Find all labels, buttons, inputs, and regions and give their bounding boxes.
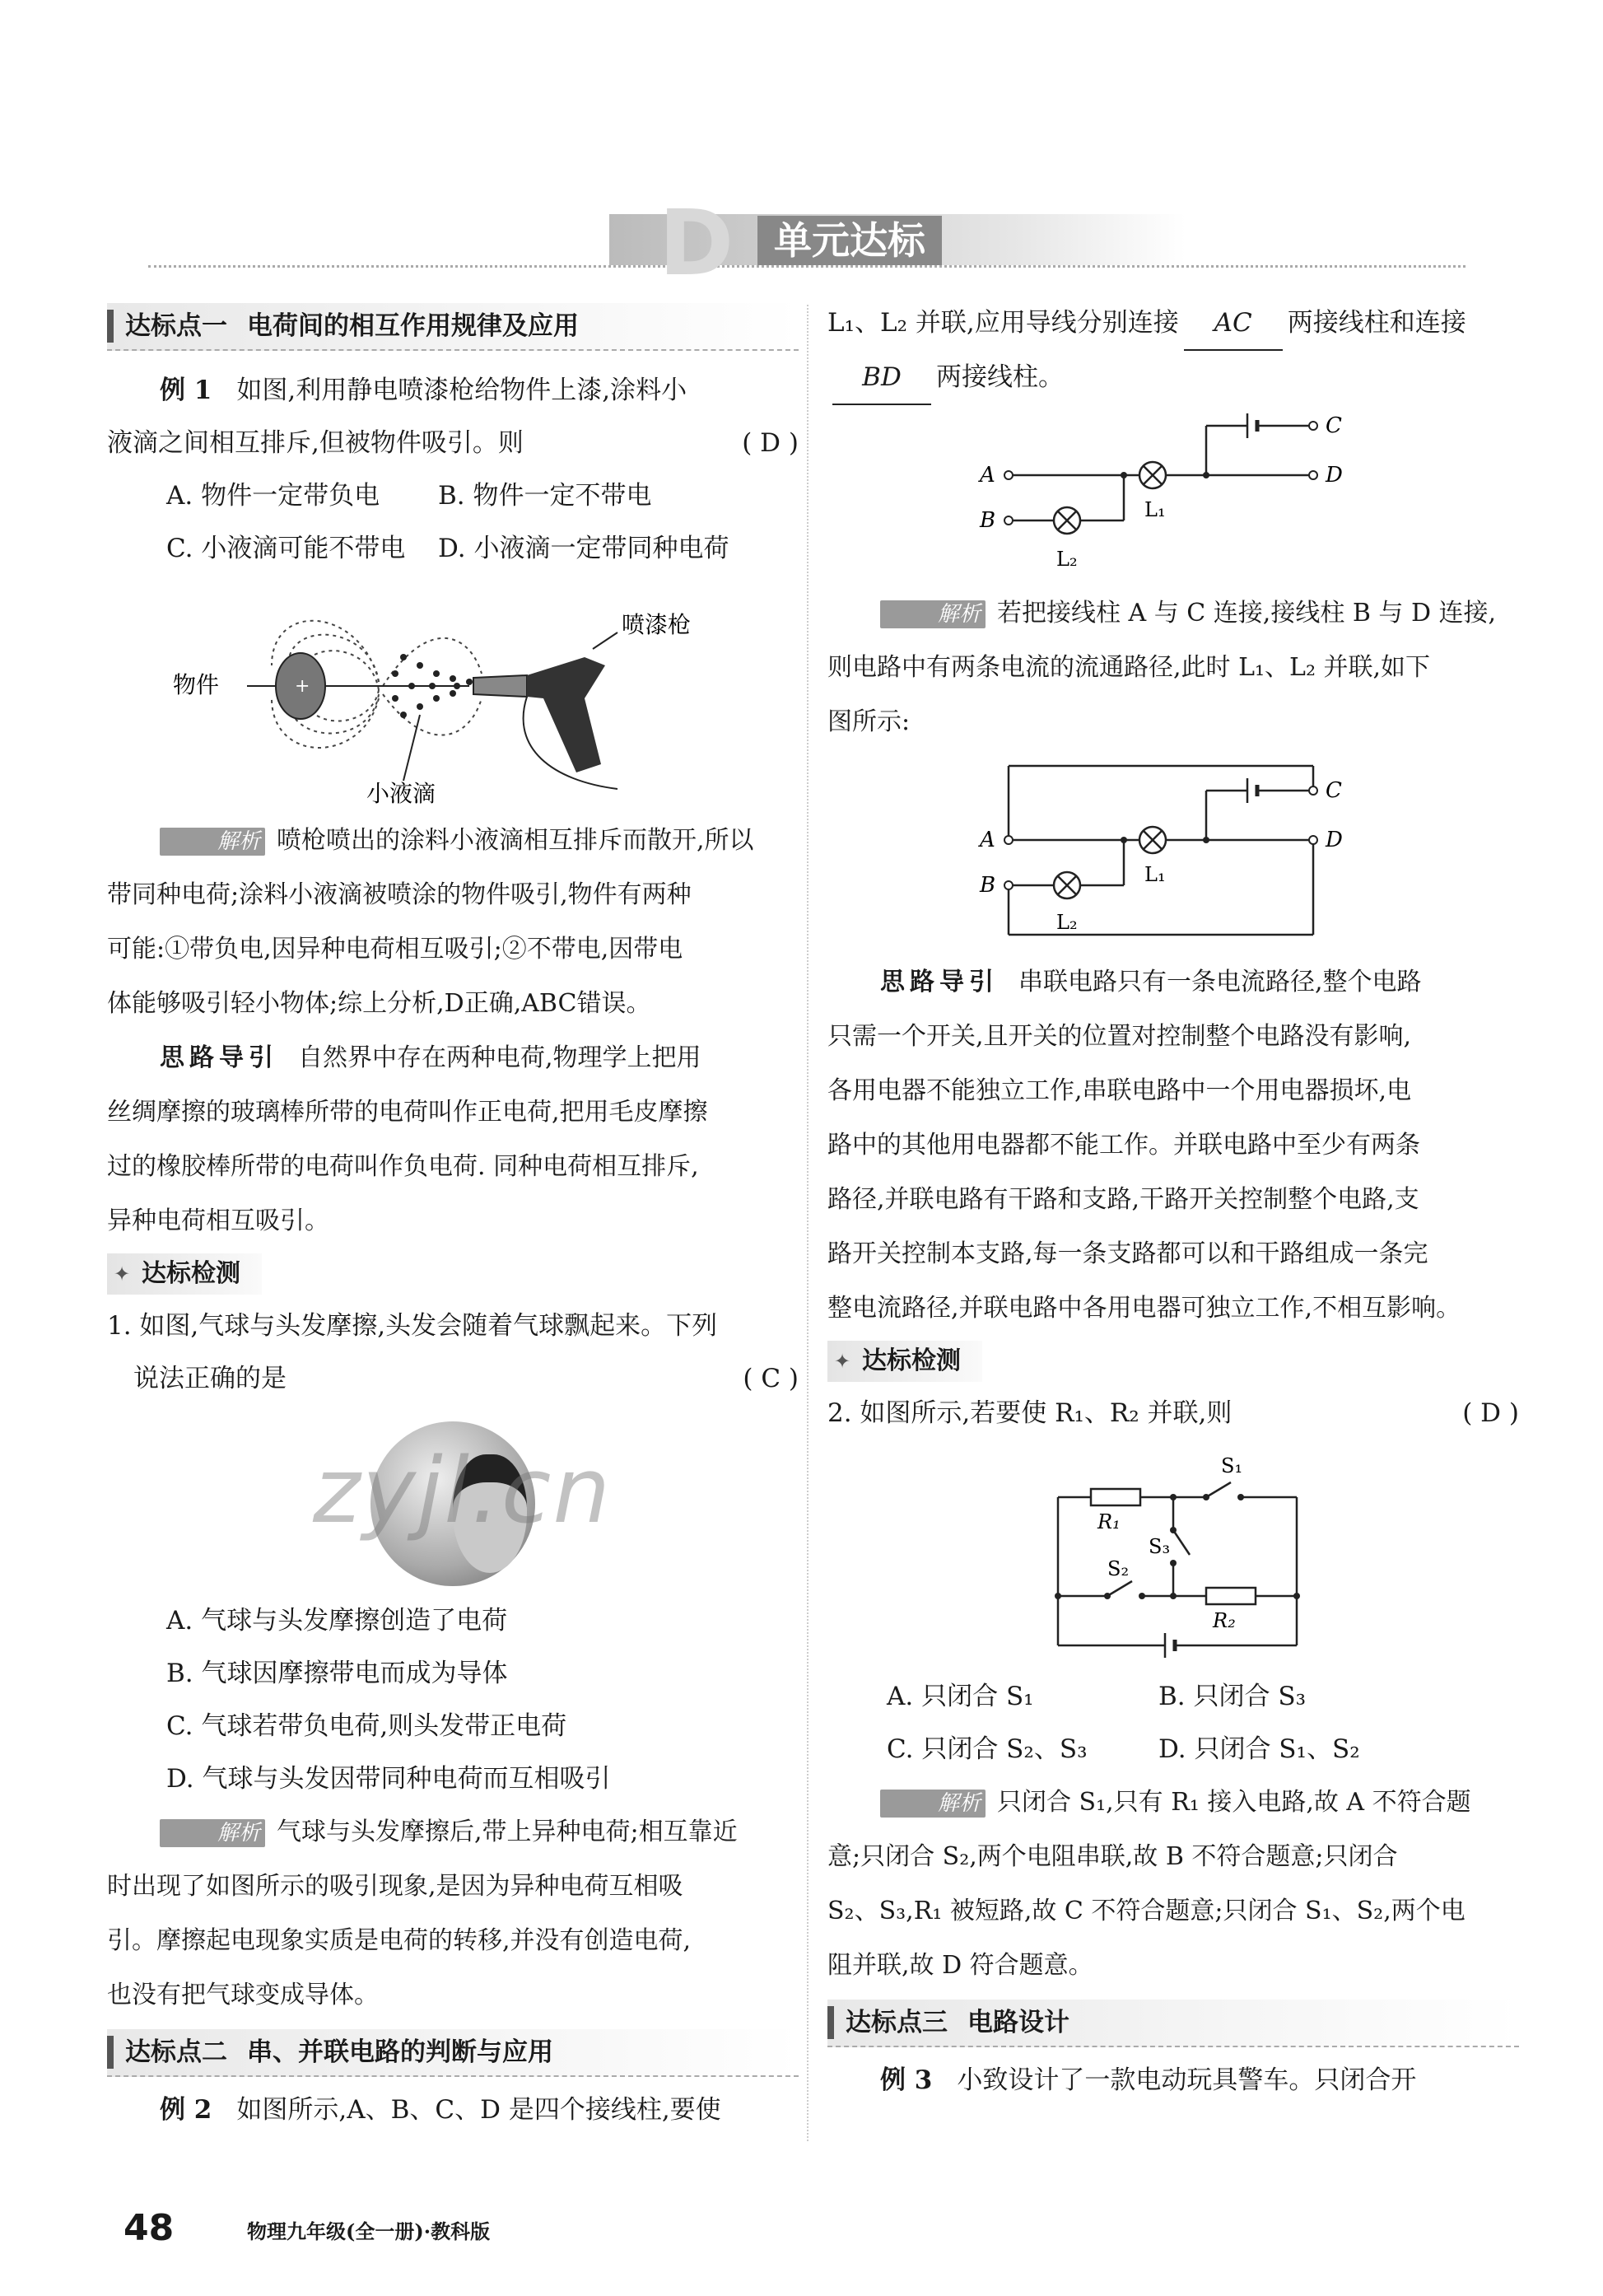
options-row-1 [166, 469, 799, 522]
option-a: A. 只闭合 S₁ [887, 1682, 1034, 1711]
guide-2-line: 只需一个开关,且开关的位置对控制整个电路没有影响, [827, 1022, 1412, 1051]
example-label: 例 3 [880, 2065, 933, 2095]
analysis-1-line: 带同种电荷;涂料小液滴被喷涂的物件吸引,物件有两种 [107, 880, 692, 909]
example-1-stem-2: 液滴之间相互排斥,但被物件吸引。则 ( D ) [107, 417, 799, 469]
check-header-1: ✦ 达标检测 [107, 1253, 262, 1295]
terminal-a-label: A [980, 463, 995, 488]
option-a: A. 物件一定带负电 [166, 481, 380, 511]
example-label: 例 2 [160, 2095, 212, 2125]
example-2-continued-2: BD 两接线柱。 [827, 351, 1519, 405]
analysis-1: 解析 喷枪喷出的涂料小液滴相互排斥而散开,所以 [107, 814, 799, 868]
answer: ( C ) [743, 1364, 799, 1393]
analysis-tag: 解析 [160, 1819, 265, 1847]
analysis-tag: 解析 [160, 828, 265, 856]
check-header-2: ✦ 达标检测 [827, 1341, 982, 1382]
left-column [107, 296, 799, 2136]
option-b: B. 物件一定不带电 [438, 481, 652, 511]
gun-label: 喷漆枪 [622, 611, 692, 638]
lamp-l2-label: L₂ [1056, 548, 1078, 571]
example-3-stem: 例 3 小致设计了一款电动玩具警车。只闭合开 [880, 2065, 1417, 2095]
terminal-c-label: C [1326, 413, 1342, 438]
terminal-b-label: B [980, 873, 996, 898]
option-c: C. 气球若带负电荷,则头发带正电荷 [166, 1711, 567, 1741]
analysis-q1-line: 时出现了如图所示的吸引现象,是因为异种电荷互相吸 [107, 1872, 683, 1901]
analysis-1-line: 体能够吸引轻小物体;综上分析,D正确,ABC错误。 [107, 989, 651, 1018]
options-row-2 [166, 522, 799, 575]
resistor-r1-label: R₁ [1097, 1510, 1121, 1533]
analysis-ex2: 解析 若把接线柱 A 与 C 连接,接线柱 B 与 D 连接, [827, 586, 1519, 641]
question-2-stem: 2. 如图所示,若要使 R₁、R₂ 并联,则 ( D ) [827, 1387, 1519, 1440]
example-label: 例 1 [160, 376, 212, 405]
analysis-tag: 解析 [880, 1790, 986, 1818]
example-2-stem: 例 2 如图所示,A、B、C、D 是四个接线柱,要使 [160, 2095, 721, 2125]
header-line [148, 265, 1466, 268]
balloon-photo [107, 1405, 799, 1594]
section-label: 达标点一 [125, 311, 227, 341]
analysis-q2-line: 阻并联,故 D 符合题意。 [827, 1951, 1093, 1980]
plus-sign: + [295, 676, 310, 697]
analysis-q2-line: 意;只闭合 S₂,两个电阻串联,故 B 不符合题意;只闭合 [827, 1842, 1398, 1871]
guide-label: 思路导引 [160, 1043, 278, 1072]
page-title: 单元达标 [757, 216, 942, 265]
option-d: D. 气球与头发因带同种电荷而互相吸引 [166, 1764, 611, 1794]
option-d: D. 只闭合 S₁、S₂ [1158, 1734, 1360, 1764]
header-banner [148, 190, 1466, 296]
options-row-q2-2 [887, 1723, 1519, 1776]
terminal-d-label: D [1326, 828, 1343, 852]
option-b: B. 气球因摩擦带电而成为导体 [166, 1659, 508, 1688]
terminal-d-label: D [1326, 463, 1343, 488]
example-2-continued: L₁、L₂ 并联,应用导线分别连接 AC 两接线柱和连接 [827, 296, 1519, 351]
resistor-r2-label: R₂ [1213, 1609, 1236, 1632]
guide-2-line: 路中的其他用电器都不能工作。并联电路中至少有两条 [827, 1131, 1420, 1160]
option-a: A. 气球与头发摩擦创造了电荷 [166, 1606, 508, 1636]
lamp-l2-label: L₂ [1056, 911, 1078, 934]
terminal-b-label: B [980, 508, 996, 533]
watermark: zyjl.cn [313, 1438, 613, 1543]
page-number: 48 [123, 2207, 175, 2249]
column-divider [807, 305, 808, 2141]
option-d: D. 小液滴一定带同种电荷 [438, 534, 729, 563]
circuit-diagram-3 [1025, 1448, 1321, 1662]
guide-2-line: 路开关控制本支路,每一条支路都可以和干路组成一条完 [827, 1239, 1428, 1268]
section-title: 电路设计 [967, 2008, 1069, 2037]
answer: ( D ) [742, 428, 799, 458]
answer-blank-2: BD [832, 351, 931, 405]
option-c: C. 小液滴可能不带电 [166, 534, 406, 563]
guide-label: 思路导引 [880, 968, 999, 996]
section-title: 串、并联电路的判断与应用 [247, 2037, 553, 2067]
switch-s2-label: S₂ [1107, 1557, 1130, 1580]
object-label: 物件 [173, 671, 220, 698]
section-header-2 [107, 2029, 799, 2077]
analysis-tag: 解析 [880, 600, 986, 628]
section-label: 达标点三 [846, 2008, 948, 2037]
droplet-label: 小液滴 [366, 780, 436, 805]
terminal-a-label: A [980, 828, 995, 852]
option-b: B. 只闭合 S₃ [1158, 1682, 1307, 1711]
gun-nozzle [473, 675, 527, 697]
right-column [827, 296, 1519, 2107]
circuit-diagram-1 [967, 413, 1379, 578]
question-1-stem: 1. 如图,气球与头发摩擦,头发会随着气球飘起来。下列 [107, 1311, 718, 1341]
guide-1-line: 过的橡胶棒所带的电荷叫作负电荷. 同种电荷相互排斥, [107, 1152, 699, 1181]
options-row-q2-1 [887, 1670, 1519, 1723]
option-c: C. 只闭合 S₂、S₃ [887, 1734, 1088, 1764]
lamp-l1-label: L₁ [1144, 498, 1166, 521]
analysis-ex2-line: 则电路中有两条电流的流通路径,此时 L₁、L₂ 并联,如下 [827, 653, 1431, 682]
analysis-q2: 解析 只闭合 S₁,只有 R₁ 接入电路,故 A 不符合题 [827, 1776, 1519, 1830]
switch-s3-label: S₃ [1149, 1535, 1171, 1558]
section-label: 达标点二 [125, 2037, 227, 2067]
circuit-diagram-2 [967, 758, 1379, 947]
section-header-1 [107, 303, 799, 351]
book-title: 物理九年级(全一册)·教科版 [247, 2219, 491, 2243]
switch-s1-label: S₁ [1221, 1454, 1243, 1477]
lamp-l1-label: L₁ [1144, 863, 1166, 886]
answer-blank-1: AC [1184, 296, 1283, 351]
analysis-q1: 解析 气球与头发摩擦后,带上异种电荷;相互靠近 [107, 1805, 799, 1860]
guide-2-line: 各用电器不能独立工作,串联电路中一个用电器损坏,电 [827, 1076, 1412, 1105]
terminal-c-label: C [1326, 778, 1342, 803]
header-logo: D [659, 190, 734, 296]
example-1-stem: 例 1 如图,利用静电喷漆枪给物件上漆,涂料小 [160, 376, 687, 405]
section-title: 电荷间的相互作用规律及应用 [247, 311, 579, 341]
answer: ( D ) [1462, 1398, 1519, 1428]
guide-1: 思路导引 自然界中存在两种电荷,物理学上把用 [160, 1043, 701, 1072]
spray-gun-figure [156, 583, 749, 805]
question-1-stem-2: 说法正确的是 ( C ) [107, 1352, 799, 1405]
section-header-3 [827, 2000, 1519, 2047]
guide-2-line: 整电流路径,并联电路中各用电器可独立工作,不相互影响。 [827, 1294, 1461, 1323]
guide-2: 思路导引 串联电路只有一条电流路径,整个电路 [880, 968, 1422, 996]
guide-1-line: 异种电荷相互吸引。 [107, 1206, 329, 1235]
guide-1-line: 丝绸摩擦的玻璃棒所带的电荷叫作正电荷,把用毛皮摩擦 [107, 1098, 708, 1127]
analysis-q1-line: 也没有把气球变成导体。 [107, 1981, 379, 2009]
analysis-1-line: 可能:①带负电,因异种电荷相互吸引;②不带电,因带电 [107, 935, 683, 964]
analysis-q1-line: 引。摩擦起电现象实质是电荷的转移,并没有创造电荷, [107, 1926, 692, 1955]
analysis-ex2-line: 图所示: [827, 707, 911, 736]
guide-2-line: 路径,并联电路有干路和支路,干路开关控制整个电路,支 [827, 1185, 1419, 1214]
analysis-q2-line: S₂、S₃,R₁ 被短路,故 C 不符合题意;只闭合 S₁、S₂,两个电 [827, 1897, 1466, 1925]
